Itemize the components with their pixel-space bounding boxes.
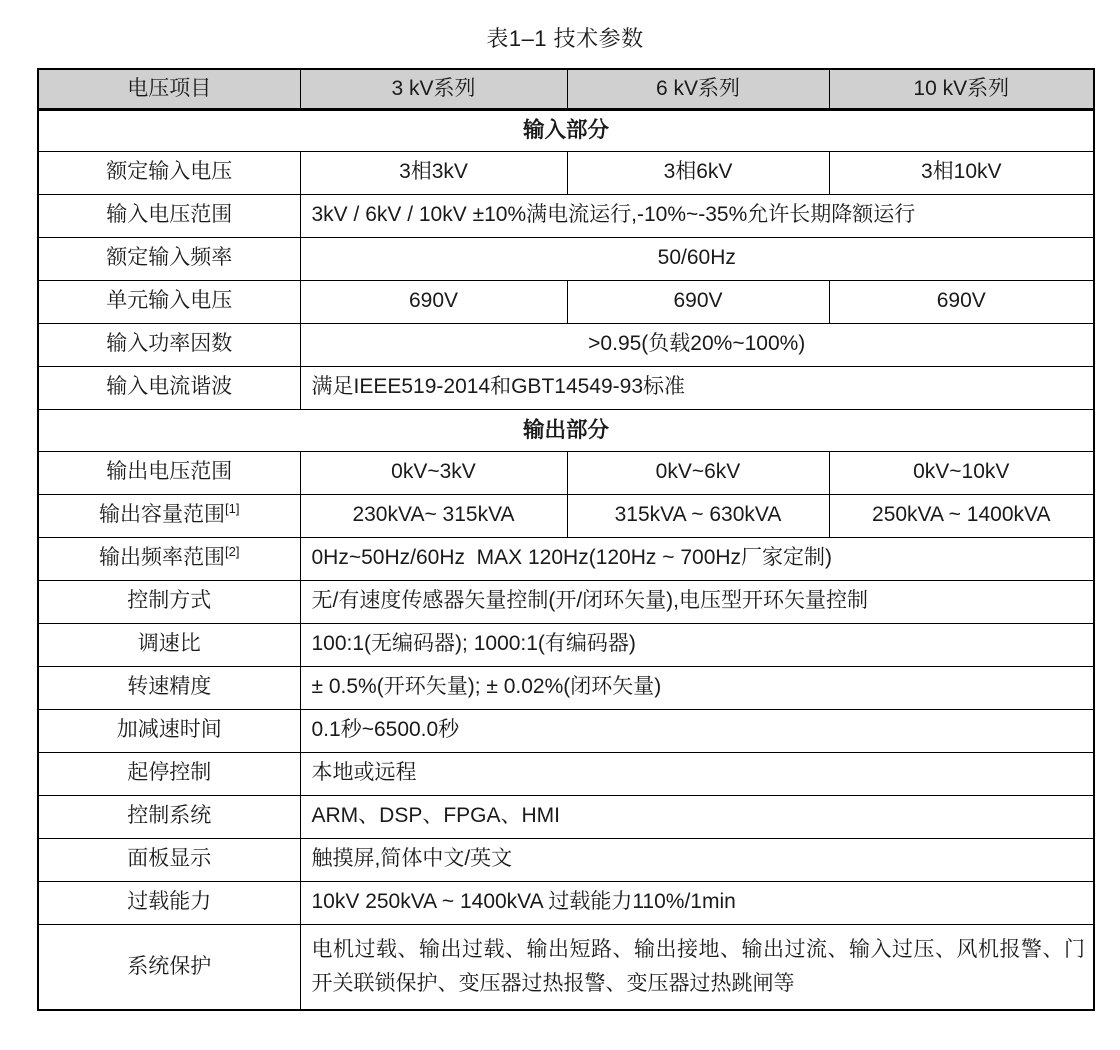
column-header-10kv: 10 kV系列 <box>829 69 1094 109</box>
row-label: 输出容量范围[1] <box>38 494 300 537</box>
table-row <box>38 494 1094 537</box>
table-row <box>38 623 1094 666</box>
table-row <box>38 709 1094 752</box>
table-row <box>38 924 1094 1010</box>
table-row <box>38 194 1094 237</box>
table-row <box>38 752 1094 795</box>
cell-value: 0kV~3kV <box>300 451 567 494</box>
column-header-item: 电压项目 <box>38 69 300 109</box>
cell-value: 3相3kV <box>300 151 567 194</box>
table-row <box>38 451 1094 494</box>
cell-value: 触摸屏,简体中文/英文 <box>300 838 1094 881</box>
column-header-6kv: 6 kV系列 <box>567 69 829 109</box>
row-label: 输入电流谐波 <box>38 366 300 409</box>
cell-value: 本地或远程 <box>300 752 1094 795</box>
row-label: 输出电压范围 <box>38 451 300 494</box>
cell-value: 250kVA ~ 1400kVA <box>829 494 1094 537</box>
row-label: 输入电压范围 <box>38 194 300 237</box>
row-label: 额定输入电压 <box>38 151 300 194</box>
cell-value: 3相10kV <box>829 151 1094 194</box>
cell-value: >0.95(负载20%~100%) <box>300 323 1094 366</box>
cell-value: 100:1(无编码器); 1000:1(有编码器) <box>300 623 1094 666</box>
cell-value: 690V <box>829 280 1094 323</box>
page-title: 表1–1 技术参数 <box>486 26 644 51</box>
cell-value: 0.1秒~6500.0秒 <box>300 709 1094 752</box>
cell-value: 50/60Hz <box>300 237 1094 280</box>
footnote-ref-1: [1] <box>225 501 240 517</box>
cell-value: 3kV / 6kV / 10kV ±10%满电流运行,-10%~-35%允许长期降额运行 <box>300 194 1094 237</box>
cell-value: 电机过载、输出过载、输出短路、输出接地、输出过流、输入过压、风机报警、门开关联锁保护、变压器过热报警、变压器过热跳闸等 <box>300 924 1094 1010</box>
row-label: 输入功率因数 <box>38 323 300 366</box>
row-label: 输出频率范围[2] <box>38 537 300 580</box>
table-row <box>38 280 1094 323</box>
table-row <box>38 366 1094 409</box>
row-label: 控制系统 <box>38 795 300 838</box>
row-label: 额定输入频率 <box>38 237 300 280</box>
table-row <box>38 237 1094 280</box>
table-row <box>38 151 1094 194</box>
cell-value: 3相6kV <box>567 151 829 194</box>
table-row <box>38 666 1094 709</box>
table-header-row <box>38 69 1094 109</box>
spec-table <box>37 68 1095 1011</box>
table-row <box>38 580 1094 623</box>
footnote-ref-2: [2] <box>225 544 240 560</box>
cell-value: 满足IEEE519-2014和GBT14549-93标准 <box>300 366 1094 409</box>
table-row <box>38 109 1094 151</box>
cell-value: 0kV~10kV <box>829 451 1094 494</box>
column-header-3kv: 3 kV系列 <box>300 69 567 109</box>
section-header-input: 输入部分 <box>38 109 1094 151</box>
cell-value: ARM、DSP、FPGA、HMI <box>300 795 1094 838</box>
table-row <box>38 881 1094 924</box>
cell-value: 无/有速度传感器矢量控制(开/闭环矢量),电压型开环矢量控制 <box>300 580 1094 623</box>
section-header-output: 输出部分 <box>38 409 1094 451</box>
row-label: 调速比 <box>38 623 300 666</box>
row-label: 加减速时间 <box>38 709 300 752</box>
cell-value: 230kVA~ 315kVA <box>300 494 567 537</box>
table-row <box>38 323 1094 366</box>
row-label: 起停控制 <box>38 752 300 795</box>
table-row <box>38 795 1094 838</box>
cell-value: ± 0.5%(开环矢量); ± 0.02%(闭环矢量) <box>300 666 1094 709</box>
row-label: 面板显示 <box>38 838 300 881</box>
row-label: 控制方式 <box>38 580 300 623</box>
cell-value: 0kV~6kV <box>567 451 829 494</box>
cell-value: 315kVA ~ 630kVA <box>567 494 829 537</box>
cell-value: 690V <box>300 280 567 323</box>
row-label: 单元输入电压 <box>38 280 300 323</box>
table-row <box>38 537 1094 580</box>
table-row <box>38 838 1094 881</box>
row-label: 过载能力 <box>38 881 300 924</box>
row-label: 系统保护 <box>38 924 300 1010</box>
row-label: 转速精度 <box>38 666 300 709</box>
cell-value: 10kV 250kVA ~ 1400kVA 过载能力110%/1min <box>300 881 1094 924</box>
cell-value: 0Hz~50Hz/60Hz MAX 120Hz(120Hz ~ 700Hz厂家定制) <box>300 537 1094 580</box>
table-row <box>38 409 1094 451</box>
cell-value: 690V <box>567 280 829 323</box>
